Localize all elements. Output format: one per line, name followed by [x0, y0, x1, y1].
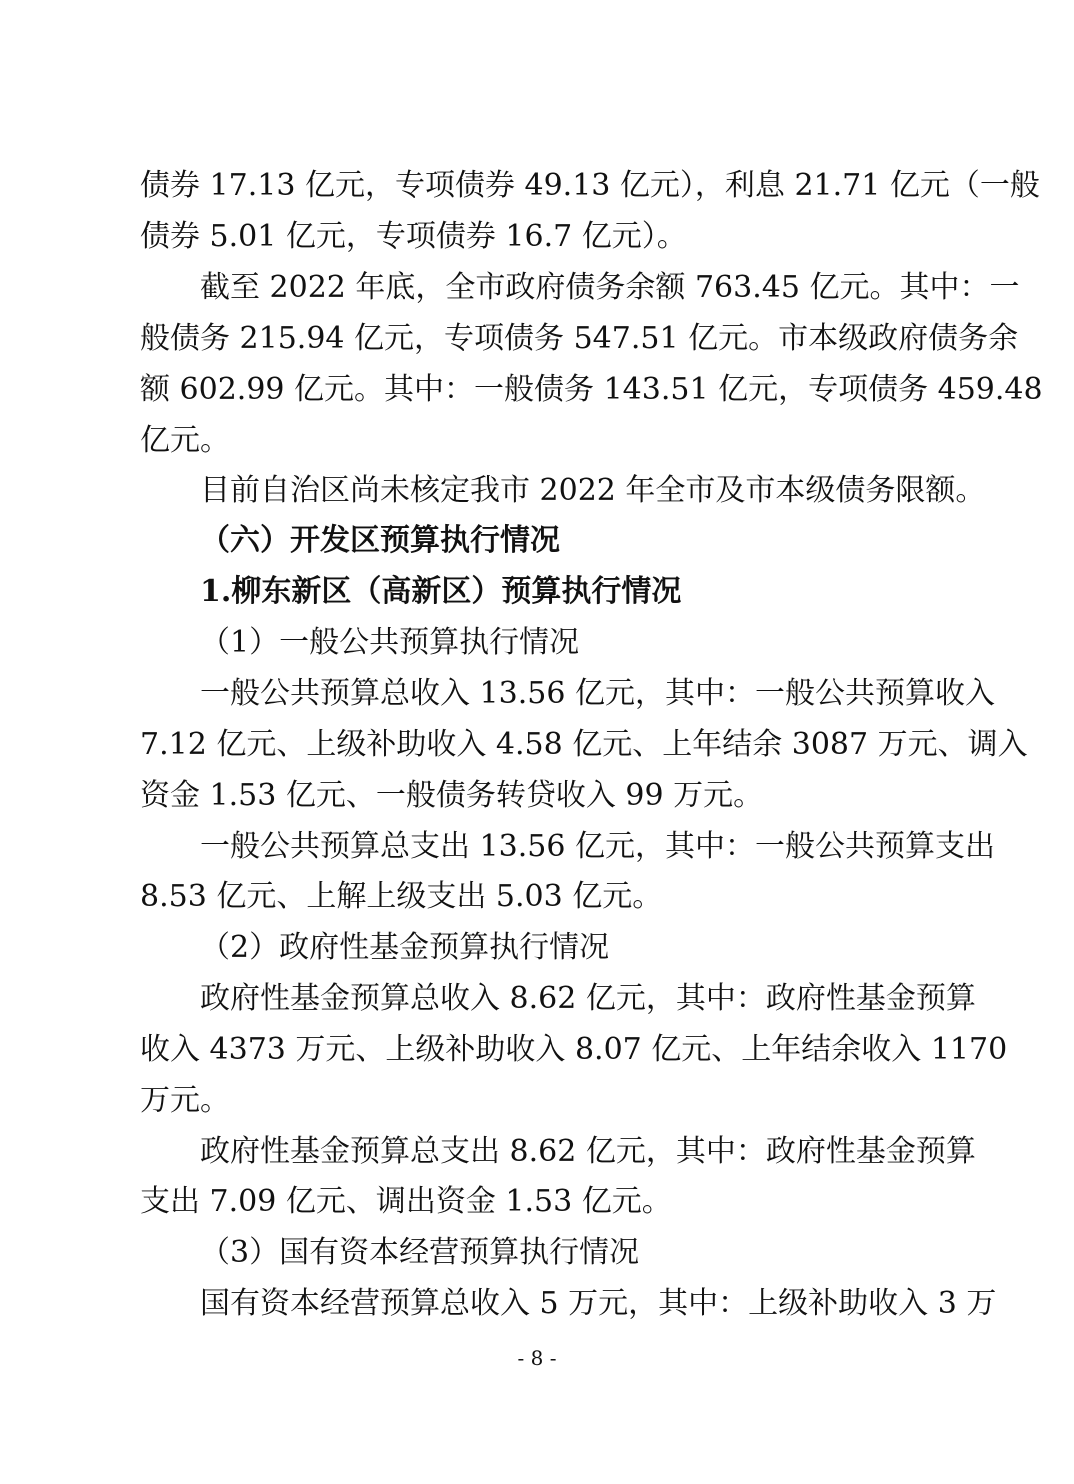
text-line: 般债务 215.94 亿元，专项债务 547.51 亿元。市本级政府债务余 [140, 321, 1019, 356]
text-line: 资金 1.53 亿元、一般债务转贷收入 99 万元。 [140, 778, 764, 813]
text-line: 国有资本经营预算总收入 5 万元，其中：上级补助收入 3 万 [200, 1286, 997, 1321]
text-line: 债券 5.01 亿元，专项债券 16.7 亿元）。 [140, 219, 687, 254]
text-line: 目前自治区尚未核定我市 2022 年全市及市本级债务限额。 [200, 473, 986, 508]
text-line: 7.12 亿元、上级补助收入 4.58 亿元、上年结余 3087 万元、调入 [140, 727, 1028, 762]
section-heading: （六）开发区预算执行情况 [200, 523, 560, 558]
page-number: - 8 - [517, 1346, 557, 1370]
text-line: 收入 4373 万元、上级补助收入 8.07 亿元、上年结余收入 1170 [140, 1032, 1008, 1067]
text-line: 8.53 亿元、上解上级支出 5.03 亿元。 [140, 879, 663, 914]
item-heading: （3）国有资本经营预算执行情况 [200, 1235, 640, 1270]
text-line: 支出 7.09 亿元、调出资金 1.53 亿元。 [140, 1184, 672, 1219]
text-line: 万元。 [140, 1083, 230, 1118]
text-line: 截至 2022 年底，全市政府债务余额 763.45 亿元。其中：一 [200, 270, 1020, 305]
text-line: 一般公共预算总收入 13.56 亿元，其中：一般公共预算收入 [200, 676, 995, 711]
text-line: 一般公共预算总支出 13.56 亿元，其中：一般公共预算支出 [200, 829, 995, 864]
text-line: 政府性基金预算总支出 8.62 亿元，其中：政府性基金预算 [200, 1134, 976, 1169]
text-line: 政府性基金预算总收入 8.62 亿元，其中：政府性基金预算 [200, 981, 976, 1016]
text-line: 额 602.99 亿元。其中：一般债务 143.51 亿元，专项债务 459.48 [140, 372, 1043, 407]
subsection-heading: 1.柳东新区（高新区）预算执行情况 [200, 574, 682, 609]
text-line: 债券 17.13 亿元，专项债券 49.13 亿元），利息 21.71 亿元（一般 [140, 168, 1040, 203]
item-heading: （1）一般公共预算执行情况 [200, 625, 580, 660]
item-heading: （2）政府性基金预算执行情况 [200, 930, 610, 965]
text-line: 亿元。 [140, 423, 230, 458]
